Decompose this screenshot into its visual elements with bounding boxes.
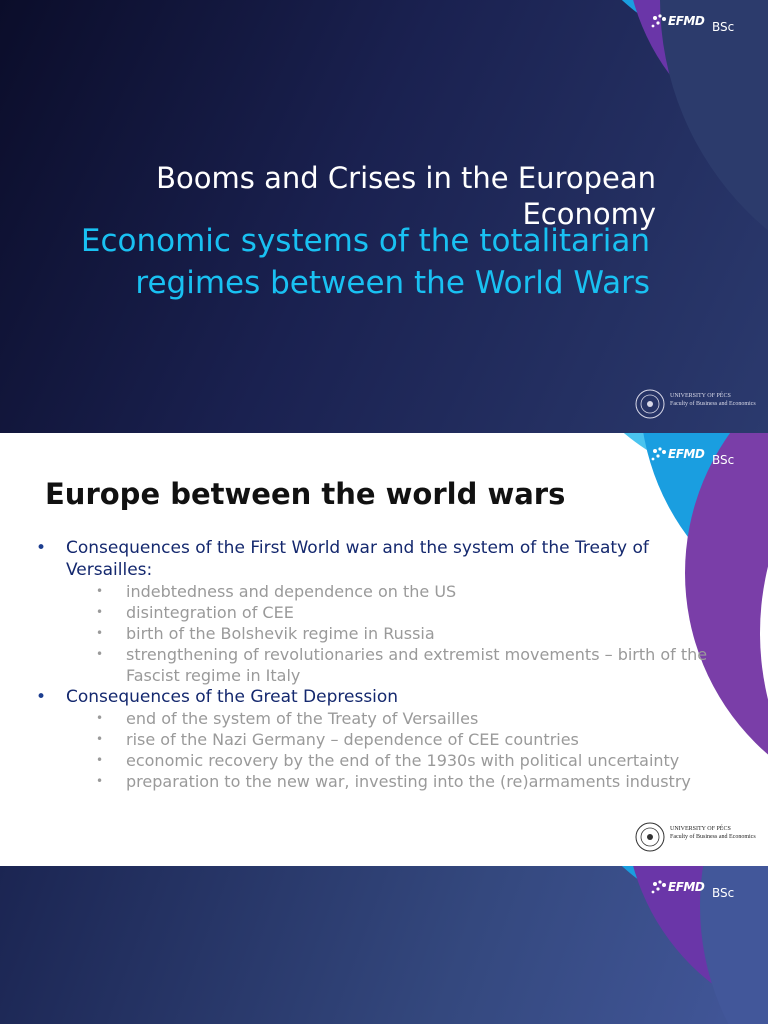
sub-bullet-item: • end of the system of the Treaty of Versailles (96, 708, 726, 729)
efmd-logo-text: EFMD (668, 14, 705, 28)
sub-bullet-list (66, 708, 726, 792)
sub-bullet-item: • rise of the Nazi Germany – dependence of CEE countries (96, 729, 726, 750)
sub-bullet-item: • indebtedness and dependence on the US (96, 581, 726, 602)
bullet-item (36, 537, 726, 686)
university-seal-icon (634, 821, 666, 853)
faculty-name: Faculty of Business and Economics (670, 834, 756, 840)
bullet-list (36, 537, 726, 792)
next-slide-partial (0, 866, 768, 1024)
efmd-logo-text: EFMD (668, 447, 705, 461)
bullet-item (36, 686, 726, 792)
bsc-label: BSc (712, 886, 735, 900)
university-name: UNIVERSITY OF PÉCS (670, 826, 731, 832)
university-name: UNIVERSITY OF PÉCS (670, 393, 731, 399)
university-seal-logo (634, 821, 764, 855)
sub-bullet-item: • preparation to the new war, investing into the (re)armaments industry (96, 771, 726, 792)
efmd-logo-text: EFMD (668, 880, 705, 894)
efmd-dots-icon (650, 14, 670, 34)
efmd-bsc-badge (650, 447, 750, 483)
presentation-subtitle: Economic systems of the totalitarian regimes between the World Wars (80, 223, 650, 301)
presentation-title: Booms and Crises in the European Economy (156, 161, 656, 231)
sub-bullet-item: • strengthening of revolutionaries and extremist movements – birth of the Fascist regime in Italy (96, 644, 726, 686)
content-slide (0, 433, 768, 866)
slide-heading: Europe between the world wars (45, 477, 566, 511)
sub-bullet-list (66, 581, 726, 686)
title-slide (0, 0, 768, 433)
faculty-name: Faculty of Business and Economics (670, 401, 756, 407)
efmd-bsc-badge (650, 880, 750, 916)
university-seal-icon (634, 388, 666, 420)
sub-bullet-item: • birth of the Bolshevik regime in Russia (96, 623, 726, 644)
efmd-bsc-badge (650, 14, 750, 50)
university-seal-logo (634, 388, 764, 422)
sub-bullet-item: • economic recovery by the end of the 1930s with political uncertainty (96, 750, 726, 771)
bullet-text: Consequences of the First World war and the system of the Treaty of Versailles: (66, 538, 649, 580)
bullet-text: Consequences of the Great Depression (66, 687, 399, 707)
efmd-dots-icon (650, 880, 670, 900)
efmd-dots-icon (650, 447, 670, 467)
bsc-label: BSc (712, 453, 735, 467)
sub-bullet-item: • disintegration of CEE (96, 602, 726, 623)
bsc-label: BSc (712, 20, 735, 34)
